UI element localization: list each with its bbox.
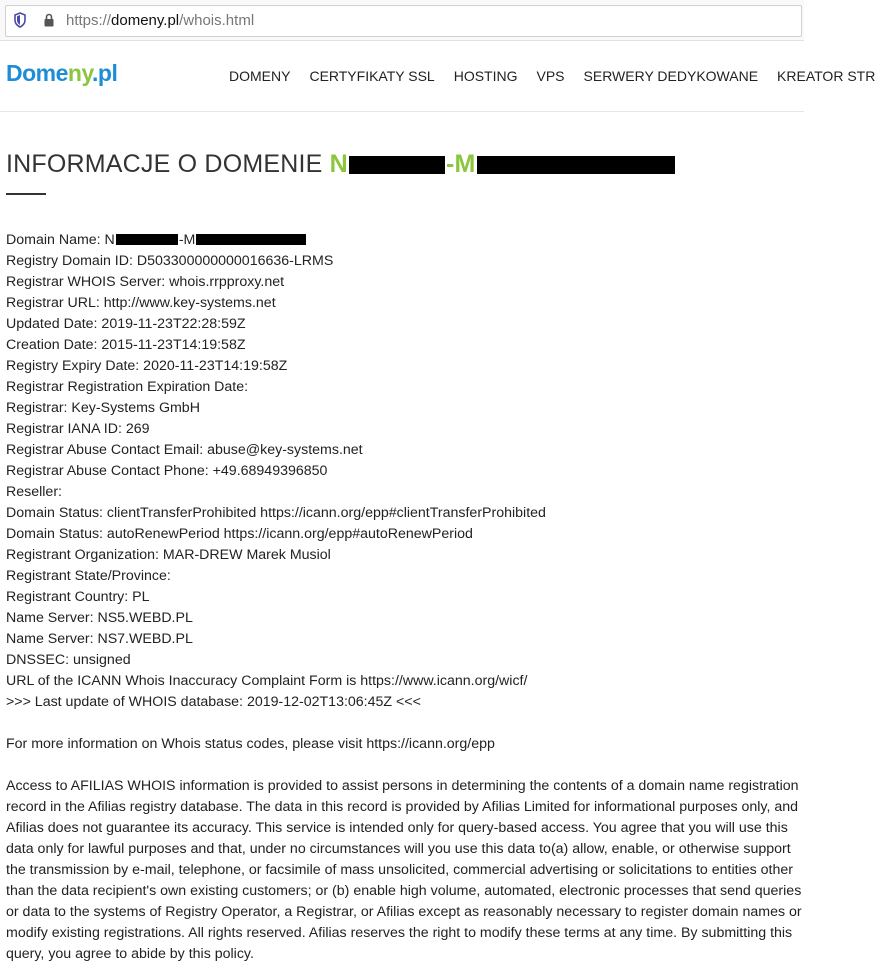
whois-disclaimer: Access to AFILIAS WHOIS information is provided to assist persons in determining the contents of a domain name registration record in the Afilias registry database. The data in this record is provided by Afilias Limited for informational purposes only, and Afilias does not guarantee its accuracy. This service is intended only for query-based access. You agree that you will use this data only for lawful purposes and that, under no circumstances will you use this data to(a) allow, enable, or otherwise support the transmission by e-mail, telephone, or facsimile of mass unsolicited, commercial advertising or solicitations to entities other than the data recipient's own existing customers; or (b) enable high volume, automated, electronic processes that send queries or data to the systems of Registry Operator, a Registrar, or Afilias except as reasonably necessary to register domain names or modify existing registrations. All rights reserved. Afilias reserves the right to modify these terms at any time. By submitting this query, you agree to abide by this policy. (6, 778, 802, 962)
redaction-bar (116, 234, 178, 245)
site-header (0, 41, 876, 112)
redaction-bar (196, 234, 306, 245)
shield-icon[interactable] (14, 12, 26, 28)
whois-line: Registry Expiry Date: 2020-11-23T14:19:58Z (6, 358, 288, 374)
whois-line: Registrar Abuse Contact Phone: +49.68949396850 (6, 463, 328, 479)
logo-text-3: .pl (92, 60, 118, 86)
domain-hyphen: -M (445, 150, 476, 178)
url-text[interactable] (66, 12, 254, 29)
whois-line: Domain Status: autoRenewPeriod https://icann.org/epp#autoRenewPeriod (6, 526, 473, 542)
browser-toolbar (0, 0, 804, 41)
whois-line: Registrar IANA ID: 269 (6, 421, 150, 437)
title-underline (6, 193, 46, 195)
redaction-bar (349, 156, 445, 174)
logo-text-1: Dome (6, 60, 68, 86)
whois-line: Creation Date: 2015-11-23T14:19:58Z (6, 337, 246, 353)
whois-line: URL of the ICANN Whois Inaccuracy Complaint Form is https://www.icann.org/wicf/ (6, 673, 528, 689)
whois-domain-name (6, 230, 802, 251)
domain-name-label: Domain Name: N (6, 232, 115, 248)
domain-name-hyphen: -M (178, 232, 196, 248)
whois-line: Registrant Organization: MAR-DREW Marek Musiol (6, 547, 331, 563)
site-logo[interactable] (6, 60, 117, 87)
whois-line: Registrar Abuse Contact Email: abuse@key-systems.net (6, 442, 363, 458)
whois-line: Registrant Country: PL (6, 589, 150, 605)
whois-line: Name Server: NS7.WEBD.PL (6, 631, 193, 647)
lock-icon[interactable] (43, 12, 55, 28)
page-title-text: INFORMACJE O DOMENIE (6, 150, 323, 178)
logo-text-2: ny (67, 60, 93, 86)
url-path: /whois.html (179, 12, 255, 29)
nav-hosting[interactable]: HOSTING (453, 68, 518, 84)
nav-certyfikaty-ssl[interactable]: CERTYFIKATY SSL (309, 68, 435, 84)
nav-kreator-stron[interactable]: KREATOR STR (777, 68, 876, 84)
whois-line: Updated Date: 2019-11-23T22:28:59Z (6, 316, 246, 332)
whois-line: Name Server: NS5.WEBD.PL (6, 610, 193, 626)
whois-output (6, 230, 802, 965)
whois-line: Registrar WHOIS Server: whois.rrpproxy.net (6, 274, 285, 290)
whois-line: Domain Status: clientTransferProhibited https://icann.org/epp#clientTransferProhibited (6, 505, 546, 521)
whois-line: Registrar Registration Expiration Date: (6, 379, 249, 395)
nav-serwery-dedykowane[interactable]: SERWERY DEDYKOWANE (583, 68, 759, 84)
whois-line: Registry Domain ID: D503300000000016636-LRMS (6, 253, 334, 269)
whois-line: >>> Last update of WHOIS database: 2019-12-02T13:06:45Z <<< (6, 694, 421, 710)
url-domain: domeny.pl (111, 12, 180, 29)
spacer (6, 713, 802, 734)
whois-line: Registrar: Key-Systems GmbH (6, 400, 200, 416)
main-nav (229, 68, 894, 84)
nav-vps[interactable]: VPS (536, 68, 565, 84)
nav-domeny[interactable]: DOMENY (229, 68, 291, 84)
whois-line: Registrant State/Province: (6, 568, 171, 584)
whois-line: Registrar URL: http://www.key-systems.net (6, 295, 276, 311)
domain-letter: N (329, 150, 348, 178)
address-bar[interactable] (5, 5, 802, 37)
status-info: For more information on Whois status codes, please visit https://icann.org/epp (6, 736, 495, 752)
whois-line: DNSSEC: unsigned (6, 652, 131, 668)
whois-line: Reseller: (6, 484, 62, 500)
spacer (6, 755, 802, 776)
url-scheme: https:// (66, 12, 112, 29)
page-title (6, 150, 675, 179)
redaction-bar (477, 156, 675, 174)
